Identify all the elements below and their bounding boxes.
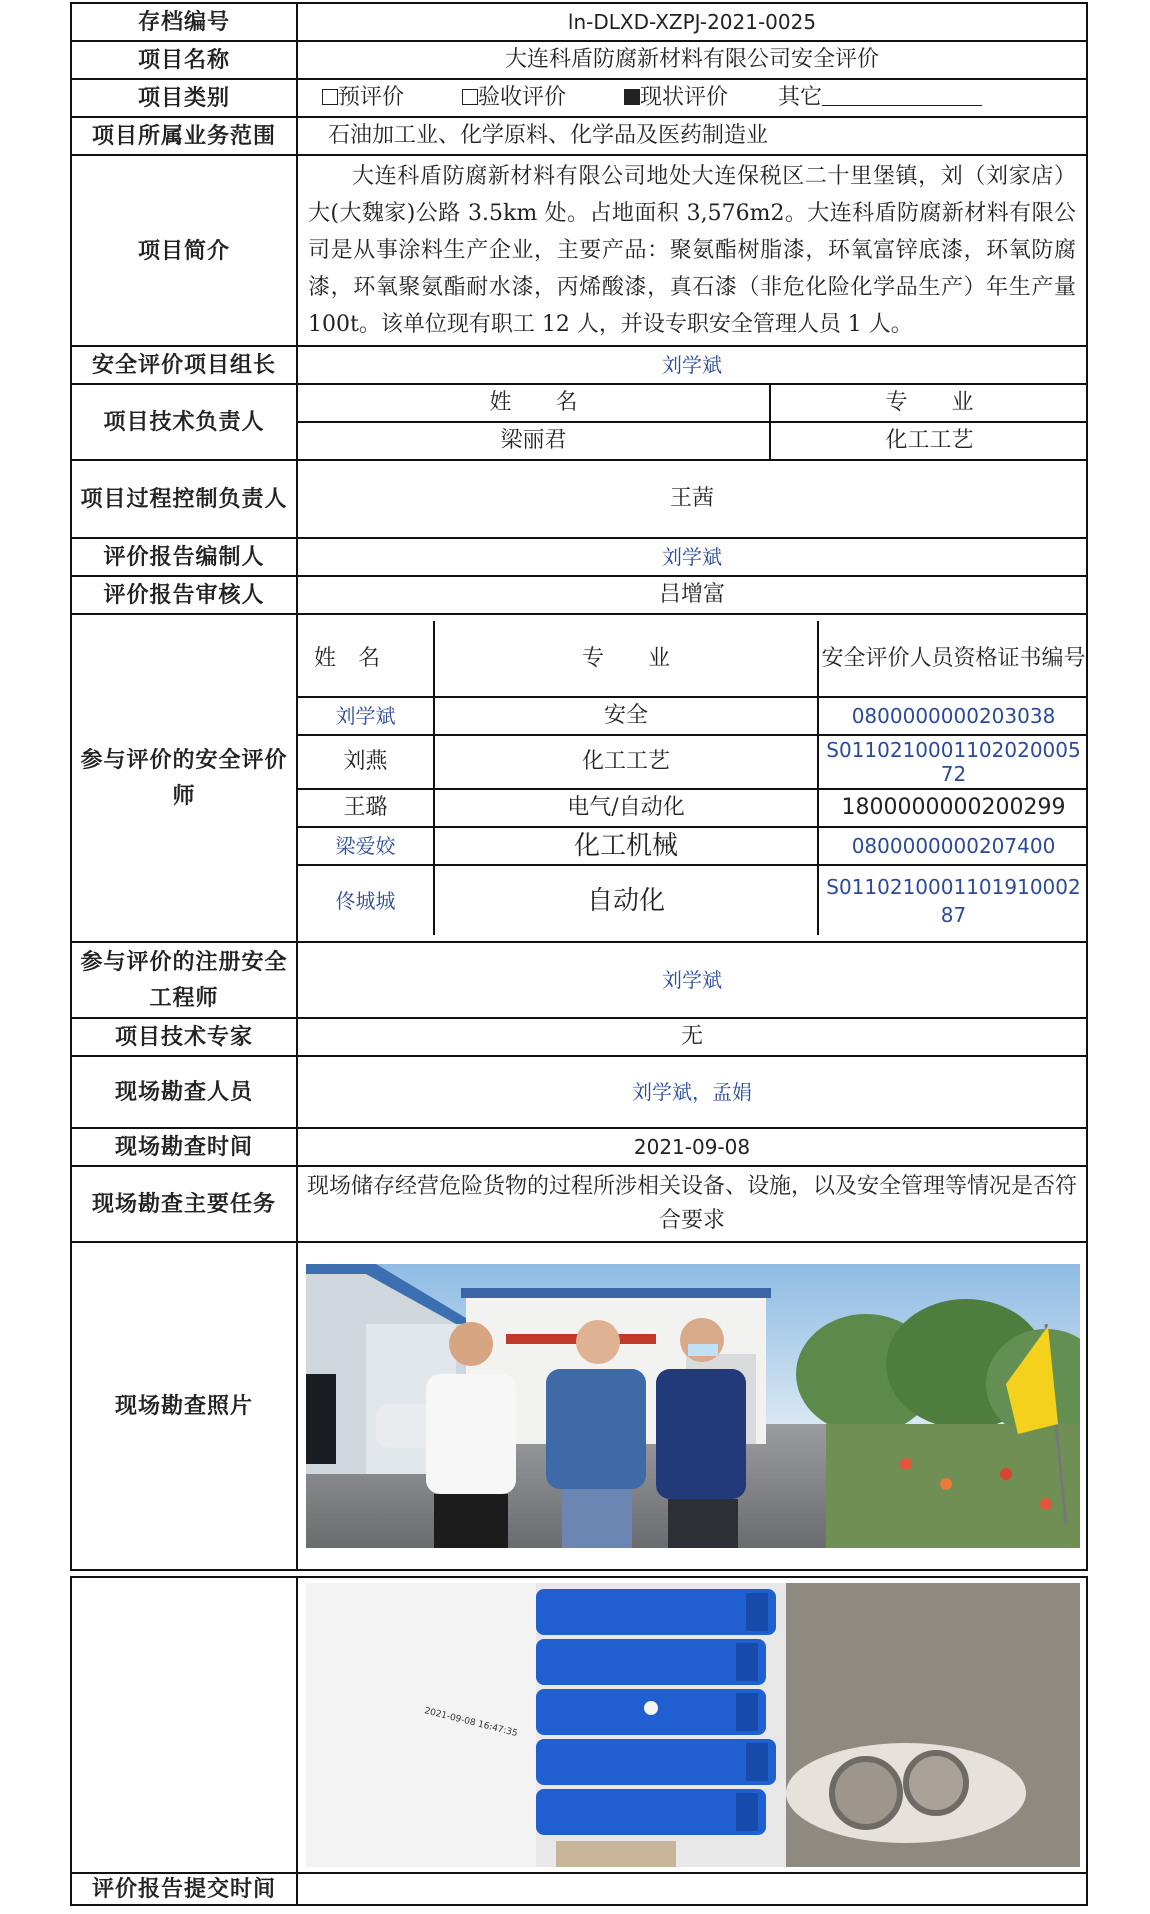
survey-time-value: 2021-09-08 bbox=[297, 1128, 1087, 1166]
storage-photo bbox=[306, 1583, 1080, 1867]
project-type-options bbox=[297, 79, 1087, 117]
compiler-value: 刘学斌 bbox=[297, 538, 1087, 576]
eval-col-cert: 安全评价人员资格证书编号 bbox=[818, 621, 1088, 697]
eval-col-name: 姓 名 bbox=[298, 621, 434, 697]
survey-time-label: 现场勘查时间 bbox=[71, 1128, 297, 1166]
survey-photo-cell bbox=[297, 1242, 1087, 1570]
tech-lead-major: 化工工艺 bbox=[885, 428, 974, 453]
survey-staff-label: 现场勘查人员 bbox=[71, 1056, 297, 1128]
eval-major: 化工机械 bbox=[434, 827, 818, 865]
project-type-label: 项目类别 bbox=[71, 79, 297, 117]
checkbox-unchecked-icon[interactable] bbox=[462, 89, 478, 105]
tech-lead-subtable bbox=[298, 385, 1088, 459]
project-name-value: 大连科盾防腐新材料有限公司安全评价 bbox=[297, 41, 1087, 79]
eval-major: 化工工艺 bbox=[434, 735, 818, 789]
reviewer-label: 评价报告审核人 bbox=[71, 576, 297, 614]
process-lead-value: 王茜 bbox=[297, 460, 1087, 538]
report-table-continued bbox=[70, 1576, 1088, 1906]
reviewer-value: 吕增富 bbox=[297, 576, 1087, 614]
evaluators-label: 参与评价的安全评价师 bbox=[71, 614, 297, 942]
table-row bbox=[298, 735, 1088, 789]
table-row bbox=[298, 697, 1088, 735]
eval-name: 刘学斌 bbox=[298, 697, 434, 735]
report-table bbox=[70, 2, 1088, 1571]
eval-cert: S011021000110191000287 bbox=[826, 874, 1081, 927]
expert-value: 无 bbox=[297, 1018, 1087, 1056]
process-lead-label: 项目过程控制负责人 bbox=[71, 460, 297, 538]
tech-lead-label: 项目技术负责人 bbox=[71, 384, 297, 460]
other-blank-line[interactable] bbox=[822, 83, 982, 106]
business-scope-value: 石油加工业、化学原料、化学品及医药制造业 bbox=[297, 117, 1087, 155]
eval-name: 梁爱姣 bbox=[298, 827, 434, 865]
evaluators-cell bbox=[297, 614, 1087, 942]
survey-staff-value: 刘学斌，孟娟 bbox=[297, 1056, 1087, 1128]
eval-major: 电气/自动化 bbox=[434, 789, 818, 827]
photo2-cell bbox=[297, 1577, 1087, 1873]
site-photo-illustration bbox=[306, 1264, 1080, 1548]
engineer-value: 刘学斌 bbox=[297, 942, 1087, 1018]
survey-task-value: 现场储存经营危险货物的过程所涉相关设备、设施，以及安全管理等情况是否符合要求 bbox=[297, 1166, 1087, 1242]
eval-major: 安全 bbox=[434, 697, 818, 735]
eval-name: 佟城城 bbox=[298, 865, 434, 935]
archive-no-label: 存档编号 bbox=[71, 3, 297, 41]
tech-lead-col-major: 专 业 bbox=[770, 385, 1088, 422]
tech-lead-cell bbox=[297, 384, 1087, 460]
eval-cert: 1800000000200299 bbox=[818, 789, 1088, 827]
tech-lead-col-name: 姓 名 bbox=[298, 385, 770, 422]
option-status-eval: 现状评价 bbox=[640, 85, 729, 110]
photo-timestamp: 2021-09-08 16:47:35 bbox=[423, 1706, 519, 1740]
checkbox-checked-icon[interactable] bbox=[624, 89, 640, 105]
table-row bbox=[298, 865, 1088, 935]
table-row bbox=[298, 789, 1088, 827]
expert-label: 项目技术专家 bbox=[71, 1018, 297, 1056]
tech-lead-name: 梁丽君 bbox=[298, 422, 770, 459]
option-acceptance-eval: 验收评价 bbox=[478, 85, 567, 110]
engineer-label: 参与评价的注册安全工程师 bbox=[71, 942, 297, 1018]
submit-time-value bbox=[297, 1873, 1087, 1905]
eval-col-major: 专 业 bbox=[434, 621, 818, 697]
survey-photo-label: 现场勘查照片 bbox=[71, 1242, 297, 1570]
intro-text: 大连科盾防腐新材料有限公司地处大连保税区二十里堡镇，刘（刘家店）大(大魏家)公路 3.5km 处。占地面积 3,576m2。大连科盾防腐新材料有限公司是从事涂料生产企业，主要产品：聚氨酯树脂漆，环氧富锌底漆，环氧防腐漆，环氧聚氨酯耐水漆，丙烯酸漆，真石漆（非危化险化学品生产）年生产量 100t。该单位现有职工 12 人，并设专职安全管理人员 1 人。 bbox=[297, 155, 1087, 346]
photo2-label-blank bbox=[71, 1577, 297, 1873]
option-pre-eval: 预评价 bbox=[338, 85, 405, 110]
table-row bbox=[298, 827, 1088, 865]
team-leader-value: 刘学斌 bbox=[297, 346, 1087, 384]
business-scope-label: 项目所属业务范围 bbox=[71, 117, 297, 155]
option-other: 其它 bbox=[778, 85, 823, 110]
survey-task-label: 现场勘查主要任务 bbox=[71, 1166, 297, 1242]
compiler-label: 评价报告编制人 bbox=[71, 538, 297, 576]
evaluators-subtable bbox=[298, 621, 1088, 935]
eval-name: 王璐 bbox=[298, 789, 434, 827]
checkbox-unchecked-icon[interactable] bbox=[322, 89, 338, 105]
eval-cert: 0800000000203038 bbox=[818, 697, 1088, 735]
submit-time-label: 评价报告提交时间 bbox=[71, 1873, 297, 1905]
intro-label: 项目简介 bbox=[71, 155, 297, 346]
site-photo bbox=[306, 1264, 1080, 1548]
project-name-label: 项目名称 bbox=[71, 41, 297, 79]
eval-major: 自动化 bbox=[434, 865, 818, 935]
eval-cert: S011021000110202000572 bbox=[818, 735, 1088, 789]
team-leader-label: 安全评价项目组长 bbox=[71, 346, 297, 384]
storage-photo-illustration bbox=[306, 1583, 1080, 1867]
eval-name: 刘燕 bbox=[298, 735, 434, 789]
eval-cert: 0800000000207400 bbox=[818, 827, 1088, 865]
archive-no-value: ln-DLXD-XZPJ-2021-0025 bbox=[297, 3, 1087, 41]
